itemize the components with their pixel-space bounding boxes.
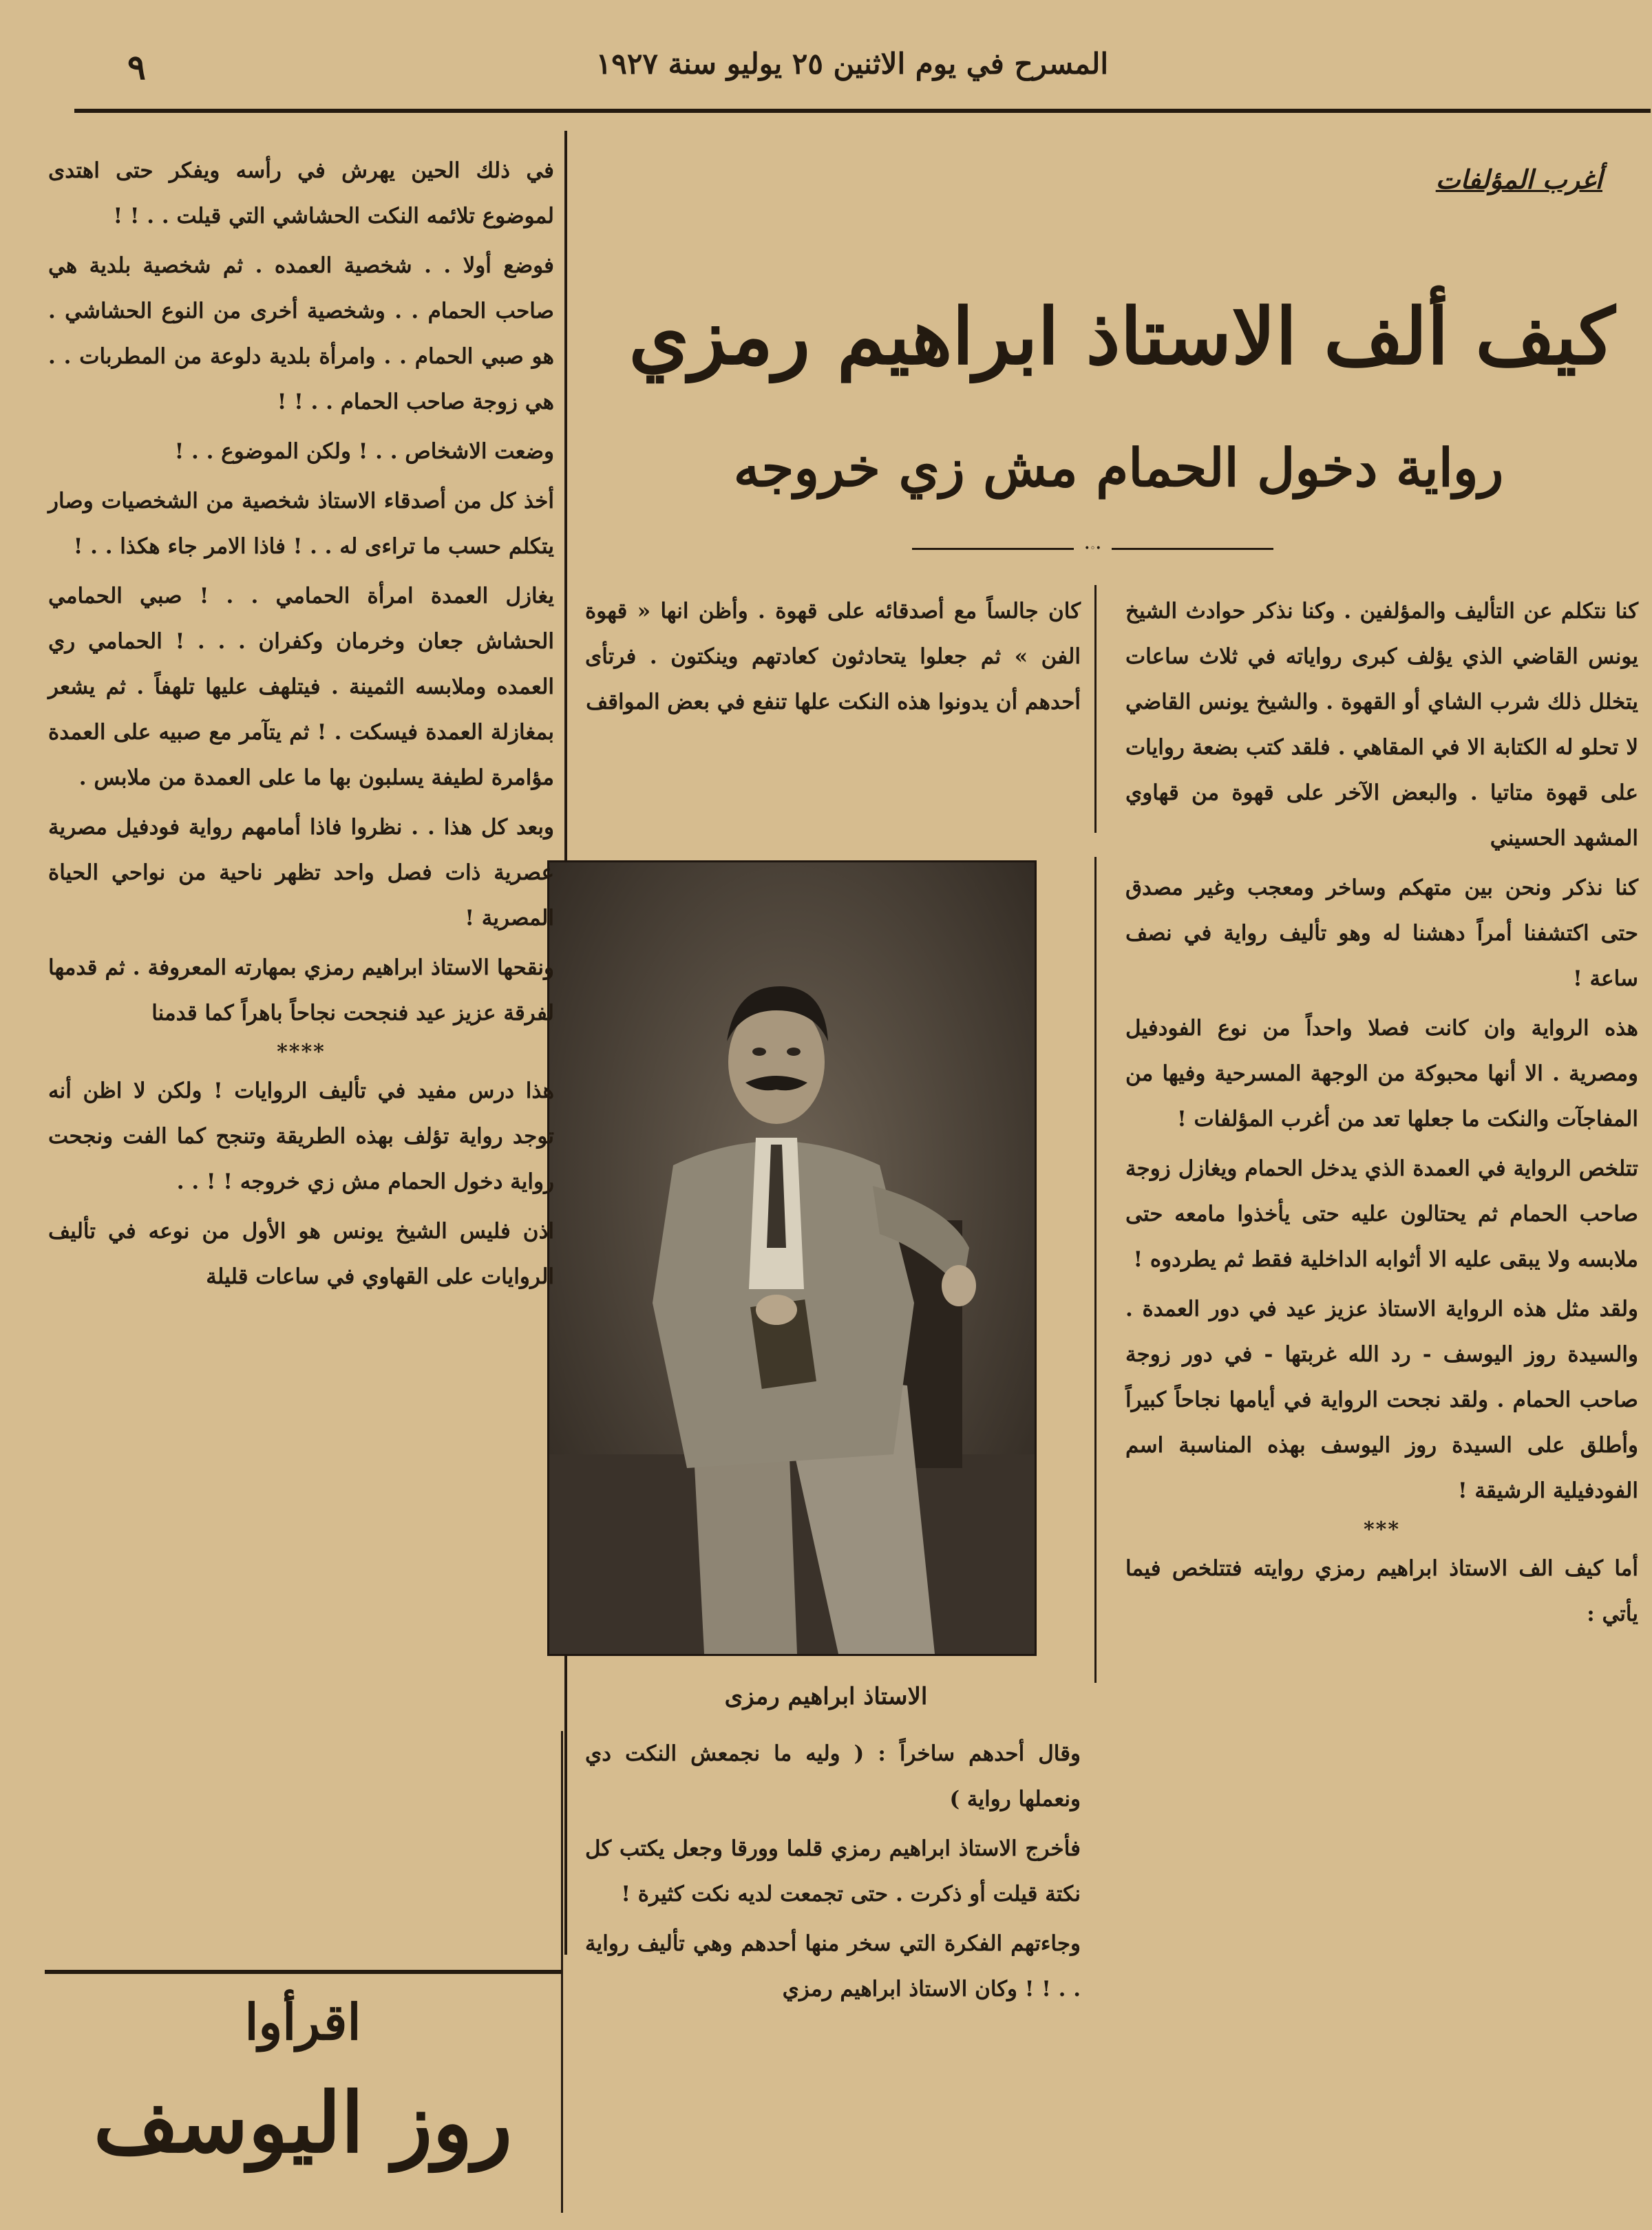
paragraph: هذا درس مفيد في تأليف الروايات ! ولكن لا اظن أنه توجد رواية تؤلف بهذه الطريقة وتنجح كما الفت ونجحت رواية دخول الحمام مش زي خروجه ! ! . .: [48, 1079, 554, 1194]
paragraph: كنا نتكلم عن التأليف والمؤلفين . وكنا نذكر حوادث الشيخ يونس القاضي الذي يؤلف كبرى رواياته في ثلاث ساعات يتخلل ذلك شرب الشاي أو القهوة . والشيخ يونس القاضي لا تحلو له الكتابة الا في المقاهي . فلقد كتب بضعة روايات على قهوة متاتيا . والبعض الآخر على قهوة من قهاوي المشهد الحسيني: [1125, 599, 1638, 851]
running-title: المسرح في يوم الاثنين ٢٥ يوليو سنة ١٩٢٧: [595, 47, 1108, 81]
photo-caption: الاستاذ ابراهيم رمزى: [724, 1683, 928, 1710]
paragraph: في ذلك الحين يهرش في رأسه ويفكر حتى اهتدى لموضوع تلائمه النكت الحشاشي التي قيلت . . ! !: [48, 158, 554, 229]
middle-column-bottom: [585, 1731, 1081, 2012]
middle-column-top: [585, 588, 1081, 725]
right-column: [1125, 588, 1638, 1637]
column-rule-middle-lower: [561, 1731, 563, 2213]
section-label: أغرب المؤلفات: [1435, 164, 1602, 195]
paragraph: وجاءتهم الفكرة التي سخر منها أحدهم وهي تأليف رواية . . ! ! وكان الاستاذ ابراهيم رمزي: [585, 1931, 1081, 2001]
paragraph: ولقد مثل هذه الرواية الاستاذ عزيز عيد في دور العمدة . والسيدة روز اليوسف - رد الله غربتها - في دور زوجة صاحب الحمام . ولقد نجحت الرواية في أيامها نجاحاً كبيراً وأطلق على السيدة روز اليوسف بهذه المناسبة اسم الفودفيلية الرشيقة !: [1125, 1297, 1638, 1503]
ornament-divider: •◦•: [912, 544, 1273, 553]
portrait-photo: [547, 860, 1037, 1656]
column-rule-right-lower: [1094, 857, 1097, 1683]
article-subheadline: رواية دخول الحمام مش زي خروجه: [733, 437, 1504, 498]
left-column: [48, 148, 554, 1299]
column-rule-right: [1094, 585, 1097, 833]
paragraph: فأخرج الاستاذ ابراهيم رمزي قلما وورقا وجعل يكتب كل نكتة قيلت أو ذكرت . حتى تجمعت لديه نكت كثيرة !: [585, 1836, 1081, 1907]
paragraph: فوضع أولا . . شخصية العمده . ثم شخصية بلدية هي صاحب الحمام . . وشخصية أخرى من النوع الحشاشي . هو صبي الحمام . . وامرأة بلدية دلوعة من المطربات . . هي زوجة صاحب الحمام . . ! !: [48, 253, 554, 414]
paragraph: أما كيف الف الاستاذ ابراهيم رمزي روايته فتتلخص فيما يأتي :: [1125, 1556, 1638, 1626]
paragraph: وقال أحدهم ساخراً : ( وليه ما نجمعش النكت دي ونعملها رواية ): [585, 1741, 1081, 1812]
header-rule: [74, 109, 1651, 113]
paragraph: كان جالساً مع أصدقائه على قهوة . وأظن انها « قهوة الفن » ثم جعلوا يتحادثون كعادتهم وينكتون . فرتأى أحدهم أن يدونوا هذه النكت علها تنفع في بعض المواقف: [585, 599, 1081, 714]
advert-rule: [45, 1970, 561, 1974]
paragraph: يغازل العمدة امرأة الحمامي . . ! صبي الحمامي الحشاش جعان وخرمان وكفران . . . ! الحمامي ري العمده وملابسه الثمينة . فيتلهف عليها تلهفاً . ثم يشعر بمغازلة العمدة فيسكت . ! ثم يتآمر مع صبيه على العمدة مؤامرة لطيفة يسلبون بها ما على العمدة من ملابس .: [48, 584, 554, 790]
section-stars: ***: [1363, 1518, 1401, 1542]
paragraph: وضعت الاشخاص . . ! ولكن الموضوع . . !: [174, 439, 554, 464]
article-headline: كيف ألف الاستاذ ابراهيم رمزي: [628, 292, 1616, 382]
paragraph: وبعد كل هذا . . نظروا فاذا أمامهم رواية فودفيل مصرية عصرية ذات فصل واحد تظهر ناحية من نواحي الحياة المصرية !: [48, 815, 554, 931]
paragraph: اذن فليس الشيخ يونس هو الأول من نوعه في تأليف الروايات على القهاوي في ساعات قليلة: [48, 1219, 554, 1289]
section-stars: ****: [277, 1040, 326, 1064]
paragraph: هذه الرواية وان كانت فصلا واحداً من نوع الفودفيل ومصرية . الا أنها محبوكة من الوجهة المسرحية وفيها من المفاجآت والنكت ما جعلها تعد من أغرب المؤلفات !: [1125, 1016, 1638, 1132]
advert-line-2: روز اليوسف: [93, 2074, 513, 2171]
paragraph: كنا نذكر ونحن بين متهكم وساخر ومعجب وغير مصدق حتى اكتشفنا أمراً دهشنا له وهو تأليف رواية في نصف ساعة !: [1125, 875, 1638, 991]
page-number: ٩: [127, 47, 146, 87]
paragraph: أخذ كل من أصدقاء الاستاذ شخصية من الشخصيات وصار يتكلم حسب ما تراءى له . . ! فاذا الامر جاء هكذا . . !: [48, 489, 554, 559]
portrait-figure-icon: [549, 862, 1035, 1654]
paragraph: ونقحها الاستاذ ابراهيم رمزي بمهارته المعروفة . ثم قدمها لفرقة عزيز عيد فنجحت نجاحاً باهراً كما قدمنا: [48, 955, 554, 1026]
advert-line-1: اقرأوا: [244, 1993, 361, 2051]
paragraph: تتلخص الرواية في العمدة الذي يدخل الحمام ويغازل زوجة صاحب الحمام ثم يحتالون عليه حتى يأخذوا مامعه حتى ملابسه ولا يبقى عليه الا أثوابه الداخلية فقط ثم يطردوه !: [1125, 1156, 1638, 1272]
